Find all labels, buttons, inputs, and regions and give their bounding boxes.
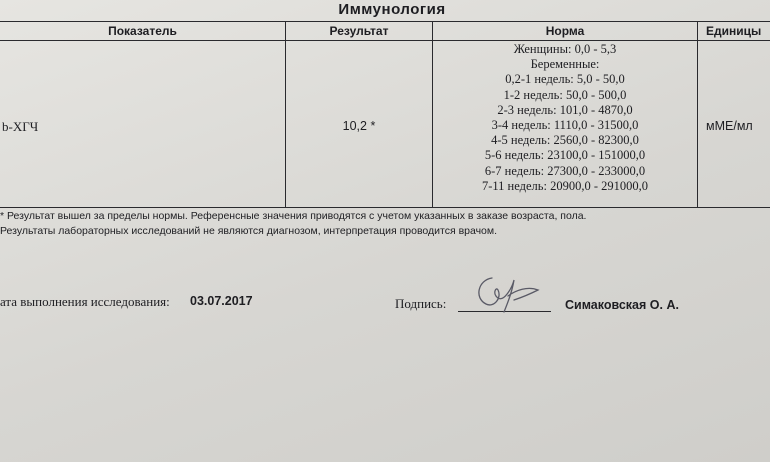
norm-line: 5-6 недель: 23100,0 - 151000,0 — [484, 148, 646, 163]
note-out-of-range: * Результат вышел за пределы нормы. Референсные значения приводятся с учетом указанных в заказе возраста, пола. — [0, 210, 587, 222]
norm-line: Беременные: — [530, 57, 600, 72]
section-title: Иммунология — [338, 1, 446, 18]
note-disclaimer: Результаты лабораторных исследований не являются диагнозом, интерпретация проводится врачом. — [0, 225, 498, 237]
norm-line: 2-3 недель: 101,0 - 4870,0 — [497, 102, 633, 117]
date-label: ата выполнения исследования: — [0, 294, 170, 309]
handwritten-signature-icon — [468, 268, 548, 316]
header-norm: Норма — [545, 24, 585, 38]
cell-norm — [434, 42, 696, 194]
signer-name: Симаковская О. А. — [565, 298, 679, 312]
norm-line: 6-7 недель: 27300,0 - 233000,0 — [484, 163, 646, 178]
cell-indicator: b-ХГЧ — [2, 119, 39, 134]
cell-result: 10,2 * — [342, 119, 376, 133]
column-divider-2 — [432, 21, 433, 208]
header-indicator: Показатель — [108, 24, 177, 38]
header-bottom-border — [0, 40, 770, 41]
header-units: Единицы — [706, 24, 762, 38]
date-value: 03.07.2017 — [190, 294, 253, 308]
norm-line: 4-5 недель: 2560,0 - 82300,0 — [491, 133, 639, 148]
norm-line: Женщины: 0,0 - 5,3 — [513, 42, 617, 56]
norm-line: 7-11 недель: 20900,0 - 291000,0 — [481, 178, 648, 193]
column-divider-1 — [285, 21, 286, 208]
norm-line: 1-2 недель: 50,0 - 500,0 — [503, 87, 627, 102]
cell-units: мМЕ/мл — [706, 119, 753, 133]
signature-label: Подпись: — [395, 296, 447, 311]
norm-line: 3-4 недель: 1110,0 - 31500,0 — [491, 118, 639, 133]
table-bottom-border — [0, 207, 770, 208]
norm-line: 0,2-1 недель: 5,0 - 50,0 — [505, 72, 625, 87]
column-divider-3 — [697, 21, 698, 208]
header-result: Результат — [329, 24, 389, 38]
